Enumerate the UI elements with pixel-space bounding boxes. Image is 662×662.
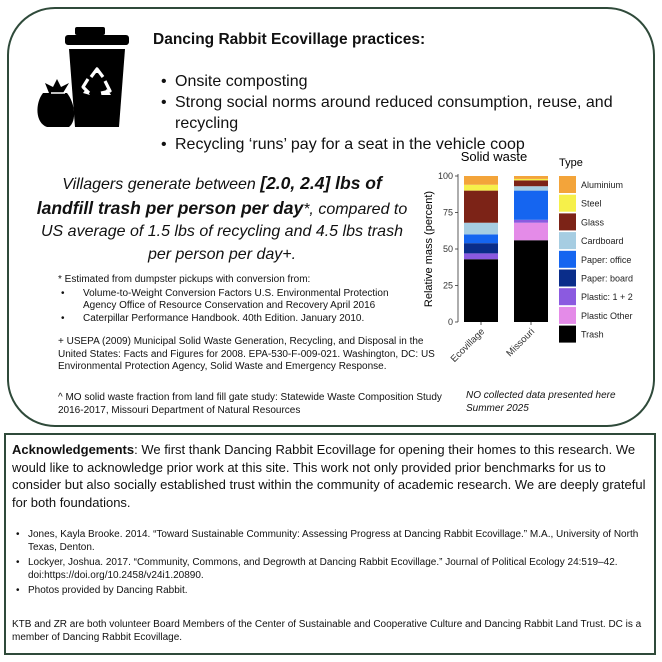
solid-waste-chart-svg	[420, 146, 656, 384]
bar-segment-glass	[514, 180, 548, 186]
chart-title: Solid waste	[460, 149, 528, 164]
x-tick-label: Missouri	[504, 326, 538, 360]
y-tick-label: 25	[442, 280, 453, 291]
y-tick-label: 0	[447, 317, 453, 327]
villagers-bold-figure: [2.0, 2.4] lbs of landfill trash per person per day	[36, 173, 382, 218]
trash-bin-recycle-icon	[31, 23, 141, 133]
acknowledgements-text	[12, 441, 650, 511]
bar-segment-steel	[464, 185, 498, 191]
legend-swatch	[559, 213, 576, 230]
acknowledgements-panel	[4, 433, 656, 655]
villagers-comparison: compared to US average of 1.5 lbs of recycling and 4.5 lbs trash per person per day+.	[41, 200, 408, 263]
legend-swatch	[559, 288, 576, 305]
legend-swatch	[559, 307, 576, 324]
legend-swatch	[559, 195, 576, 212]
bar-segment-cardboard	[464, 223, 498, 235]
legend-label: Cardboard	[581, 236, 624, 247]
villagers-statement	[36, 172, 408, 266]
usepa-footnote: + USEPA (2009) Municipal Solid Waste Generation, Recycling, and Disposal in the United States: Facts and Figures for 2008. EPA-530-F-009-021. Washington, DC: US Environmental Protection Agency, Solid Waste and Emergency Response.	[58, 336, 435, 372]
bar-segment-plastic-other	[514, 223, 548, 241]
bar-segment-steel	[514, 179, 548, 180]
no-data-note: NO collected data presented here Summer 2025	[466, 390, 616, 414]
list-item: • Recycling ‘runs’ pay for a seat in the vehicle coop	[161, 134, 651, 155]
solid-waste-chart	[420, 146, 656, 384]
bar-segment-glass	[464, 191, 498, 223]
y-tick-label: 50	[442, 244, 453, 254]
list-item: • Strong social norms around reduced consumption, reuse, and recycling	[161, 92, 651, 134]
list-item: • Jones, Kayla Brooke. 2014. “Toward Sustainable Community: Assessing Progress at Dancing Rabbit Ecovillage.” M.A., University of North Texas, Denton.	[12, 528, 652, 554]
villagers-intro: Villagers generate between	[62, 176, 261, 193]
acknowledgements-refs	[12, 528, 652, 599]
mo-footnote: ^ MO solid waste fraction from land fill gate study: Statewide Waste Composition Study 2016-2017, Missouri Department of Natural Resources	[58, 392, 442, 416]
x-tick-label: Ecovillage	[448, 326, 488, 365]
practices-title: Dancing Rabbit Ecovillage practices:	[153, 31, 426, 48]
legend-label: Paper: board	[581, 273, 634, 284]
acknowledgements-body: : We first thank Dancing Rabbit Ecovillage for opening their homes to this research. We would like to acknowledge prior work at this site. This work not only provided prior benchmarks for us to consider but also socially established trust within the community of academic research. We are deeply grateful for both foundations.	[12, 442, 646, 510]
villagers-asterisk: *,	[303, 200, 314, 218]
list-item: • Lockyer, Joshua. 2017. “Community, Commons, and Degrowth at Dancing Rabbit Ecovillage.” Journal of Political Ecology 24:519–42. doi:https://doi.org/10.2458/v24i1.20890.	[12, 556, 652, 582]
legend-label: Aluminium	[581, 180, 624, 190]
bar-segment-plastic-1-2	[514, 220, 548, 223]
bar-segment-trash	[464, 259, 498, 322]
legend-swatch	[559, 251, 576, 268]
list-item: • Volume-to-Weight Conversion Factors U.S. Environmental Protection Agency Office of Resource Conservation and Recovery April 2016	[58, 288, 418, 313]
list-item: • Onsite composting	[161, 71, 651, 92]
list-item: • Caterpillar Performance Handbook. 40th Edition. January 2010.	[58, 313, 418, 326]
acknowledgements-label: Acknowledgements	[12, 442, 135, 457]
legend-label: Plastic: 1 + 2	[581, 292, 633, 303]
bar-segment-paper-office	[464, 234, 498, 243]
list-item: • Photos provided by Dancing Rabbit.	[12, 584, 652, 597]
practices-list	[161, 71, 651, 155]
bar-segment-cardboard	[514, 186, 548, 190]
y-tick-label: 100	[437, 171, 453, 181]
legend-label: Glass	[581, 217, 605, 228]
y-axis-label: Relative mass (percent)	[423, 190, 435, 308]
estimate-footnote	[58, 274, 418, 325]
bar-segment-aluminium	[514, 176, 548, 179]
legend-swatch	[559, 270, 576, 287]
bar-segment-trash	[514, 240, 548, 322]
bar-segment-plastic-1-2	[464, 253, 498, 259]
legend-swatch	[559, 232, 576, 249]
bar-segment-paper-board	[464, 243, 498, 253]
estimate-intro: * Estimated from dumpster pickups with conversion from:	[58, 274, 311, 285]
legend-swatch	[559, 176, 576, 193]
legend-title: Type	[559, 157, 583, 169]
bar-segment-paper-office	[514, 191, 548, 220]
legend-swatch	[559, 326, 576, 343]
bar-segment-aluminium	[464, 176, 498, 185]
legend-label: Plastic Other	[581, 310, 633, 321]
board-members-note: KTB and ZR are both volunteer Board Members of the Center of Sustainable and Cooperative Culture and Dancing Rabbit Land Trust. DC is a member of Dancing Rabbit Ecovillage.	[12, 619, 642, 643]
legend-label: Steel	[581, 198, 602, 209]
legend-label: Trash	[581, 329, 604, 340]
legend-label: Paper: office	[581, 254, 632, 265]
y-tick-label: 75	[442, 207, 453, 218]
